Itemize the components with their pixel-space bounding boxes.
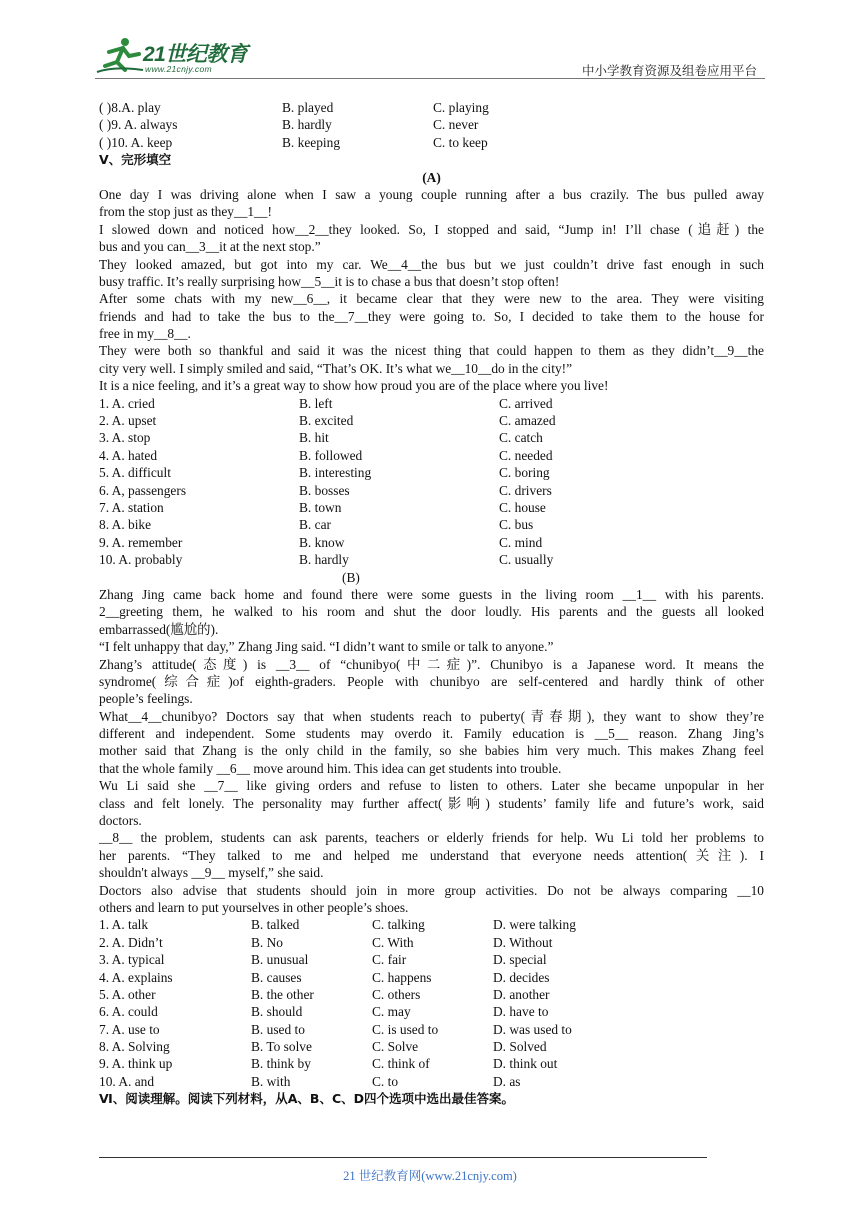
option-text: C. playing [433,100,489,115]
question-row [99,99,764,116]
passage-line: friends and had to take the bus to the__7__they were going to. So, I decided to take them to the house for [99,308,764,324]
passage-line: shouldn't always __9__ myself,” she said. [99,865,324,881]
footer-divider [99,1157,707,1158]
option-text: B. keeping [282,134,341,150]
option-text: C. With [372,934,414,950]
option-text: B. interesting [299,465,372,481]
logo-text: 21世纪教育 [143,43,248,66]
passage-line: people’s feelings. [99,691,193,707]
passage-line: doctors. [99,813,142,829]
option-text: C. talking [372,917,425,933]
option-row [99,551,764,568]
option-row [99,1021,764,1038]
option-text: B. To solve [251,1039,312,1055]
passage-line: different and independent. Some students may overdo it. Family education is __5__ reason. Zhang Jing’s [99,726,764,742]
option-row [99,464,764,481]
passage-line: They looked amazed, but got into my car. We__4__the bus but we just couldn’t drive fast enough in such [99,256,764,272]
option-text: B. talked [251,917,300,933]
option-text: 5. A. difficult [99,465,171,481]
option-text: ( )9. A. always [99,117,178,133]
question-row [99,116,764,133]
option-row [99,482,764,499]
option-text: D. decides [493,969,550,985]
option-row [99,395,764,412]
option-row [99,429,764,446]
passage-line: others and learn to put yourselves in other people’s shoes. [99,899,409,915]
option-text: D. were talking [493,917,576,933]
option-text: C. never [433,117,479,133]
option-text: 4. A. hated [99,447,158,463]
option-text: B. should [251,1004,303,1020]
option-text: C. usually [499,552,554,568]
passage-line: What__4__chunibyo? Doctors say that when students reach to puberty(青春期), they want to show they’re [99,708,764,724]
option-row [99,1055,764,1072]
option-text: C. to keep [433,134,488,150]
option-text: D. was used to [493,1021,572,1037]
passage-line: One day I was driving alone when I saw a young couple running after a bus crazily. The bus pulled away [99,186,764,202]
option-text: 10. A. probably [99,552,183,568]
option-text: C. fair [372,952,407,968]
option-text: C. amazed [499,413,556,429]
option-text: C. catch [499,430,543,446]
passage-line: “I felt unhappy that day,” Zhang Jing said. “I didn’t want to smile or talk to anyone.” [99,639,554,655]
logo-url: www.21cnjy.com [145,64,212,74]
passage-line: bus and you can__3__it at the next stop.” [99,239,321,255]
passage-line: Wu Li said she __7__ like giving orders and refuse to listen to others. Later she became unpopular in her [99,778,764,794]
option-text: B. excited [299,413,354,429]
section-5-heading: Ⅴ、完形填空 [99,152,172,168]
option-text: B. No [251,934,283,950]
header-divider [95,78,765,79]
option-text: 9. A. remember [99,534,183,550]
section-6-heading: Ⅵ、阅读理解。阅读下列材料，从A、B、C、D四个选项中选出最佳答案。 [99,1091,514,1107]
option-text: ( )10. A. keep [99,134,173,150]
passage-line: They were both so thankful and said it was the nicest thing that could happen to them as they didn’t__9__the [99,343,764,359]
option-text: 1. A. cried [99,395,155,411]
option-text: D. think out [493,1056,558,1072]
option-text: B. car [299,517,331,533]
passage-line: mother said that Zhang is the only child in the family, so she babies him very much. This makes Zhang feel [99,743,764,759]
option-row [99,412,764,429]
option-text: 8. A. bike [99,517,152,533]
document-body [99,99,764,1108]
option-row [99,969,764,986]
passage-a-title: (A) [422,169,441,185]
option-text: C. drivers [499,482,552,498]
option-text: B. bosses [299,482,350,498]
option-row [99,499,764,516]
option-text: B. hardly [282,117,332,133]
option-text: B. the other [251,986,314,1002]
site-logo [95,36,265,76]
passage-line: her parents. “They talked to me and helped me understand that everyone needs attention(关注). I [99,847,764,863]
option-text: 3. A. stop [99,430,151,446]
passage-line: __8__ the problem, students can ask parents, teachers or elderly friends for help. Wu Li told her problems to [99,830,764,846]
question-row [99,134,764,151]
option-text: D. another [493,986,550,1002]
footer-text: 21 世纪教育网(www.21cnjy.com) [343,1169,517,1183]
option-row [99,951,764,968]
passage-line: city very well. I simply smiled and said, “That’s OK. It’s what we__10__do in the city!” [99,360,573,376]
option-row [99,516,764,533]
option-text: 9. A. think up [99,1056,173,1072]
option-text: C. arrived [499,395,553,411]
option-text: B. know [299,534,345,550]
option-text: 6. A. could [99,1004,158,1020]
passage-line: free in my__8__. [99,326,191,342]
option-text: 1. A. talk [99,917,149,933]
option-text: D. as [493,1073,521,1089]
option-text: B. played [282,100,334,115]
option-text: 7. A. use to [99,1021,160,1037]
option-text: B. hit [299,430,329,446]
option-text: B. unusual [251,952,309,968]
option-text: D. have to [493,1004,549,1020]
passage-line: Doctors also advise that students should join in more group activities. Do not be always comparing __10 [99,882,764,898]
option-row [99,1073,764,1090]
option-text: 2. A. upset [99,413,157,429]
option-text: B. think by [251,1056,311,1072]
passage-line: embarrassed(尴尬的). [99,621,219,637]
option-text: C. house [499,499,546,515]
option-text: B. causes [251,969,302,985]
option-row [99,916,764,933]
option-text: C. needed [499,447,553,463]
option-text: C. happens [372,969,432,985]
passage-line: I slowed down and noticed how__2__they looked. So, I stopped and said, “Jump in! I’ll chase (追赶) the [99,221,764,237]
option-row [99,447,764,464]
passage-line: Zhang’s attitude(态度) is __3__ of “chunibyo(中二症)”. Chunibyo is a Japanese word. It means the [99,656,764,672]
option-text: 7. A. station [99,499,164,515]
passage-line: It is a nice feeling, and it’s a great way to show how proud you are of the place where you live! [99,378,609,394]
runner-logo-icon [95,36,145,76]
passage-line: that the whole family __6__ move around him. This idea can get students into trouble. [99,760,562,776]
option-text: 2. A. Didn’t [99,934,163,950]
passage-line: 2__greeting them, he walked to his room and shut the door loudly. His parents and the guests all looked [99,604,764,620]
passage-b-title: (B) [342,569,360,585]
option-row [99,1003,764,1020]
option-text: B. town [299,499,342,515]
option-text: C. boring [499,465,550,481]
passage-line: syndrome(综合症)of eighth-graders. People with chunibyo are self-centered and hardly think of other [99,673,764,689]
passage-line: Zhang Jing came back home and found there were some guests in the living room __1__ with his parents. [99,586,764,602]
option-text: C. think of [372,1056,430,1072]
option-text: C. to [372,1073,399,1089]
option-text: C. is used to [372,1021,439,1037]
passage-line: from the stop just as they__1__! [99,204,272,220]
passage-line: After some chats with my new__6__, it became clear that they were new to the area. They were visiting [99,291,764,307]
passage-line: busy traffic. It’s really surprising how__5__it is to chase a bus that doesn’t stop often! [99,273,560,289]
option-text: 6. A, passengers [99,482,187,498]
option-row [99,934,764,951]
option-text: D. Without [493,934,553,950]
option-text: 10. A. and [99,1073,155,1089]
option-row [99,986,764,1003]
option-row [99,534,764,551]
option-text: C. others [372,986,421,1002]
option-text: B. left [299,395,333,411]
platform-title: 中小学教育资源及组卷应用平台 [581,63,757,78]
option-text: 8. A. Solving [99,1039,170,1055]
option-text: B. with [251,1073,291,1089]
option-text: C. bus [499,517,534,533]
option-text: 3. A. typical [99,952,165,968]
option-text: C. may [372,1004,411,1020]
option-text: D. Solved [493,1039,547,1055]
option-row [99,1038,764,1055]
option-text: B. used to [251,1021,305,1037]
passage-line: class and felt lonely. The personality may further affect(影响) students’ family life and future’s work, said [99,795,764,811]
option-text: B. followed [299,447,363,463]
option-text: C. mind [499,534,543,550]
option-text: 4. A. explains [99,969,173,985]
option-text: 5. A. other [99,986,156,1002]
option-text: B. hardly [299,552,349,568]
option-text: C. Solve [372,1039,419,1055]
option-text: D. special [493,952,547,968]
option-text: ( )8.A. play [99,100,161,115]
page-header [95,36,765,78]
